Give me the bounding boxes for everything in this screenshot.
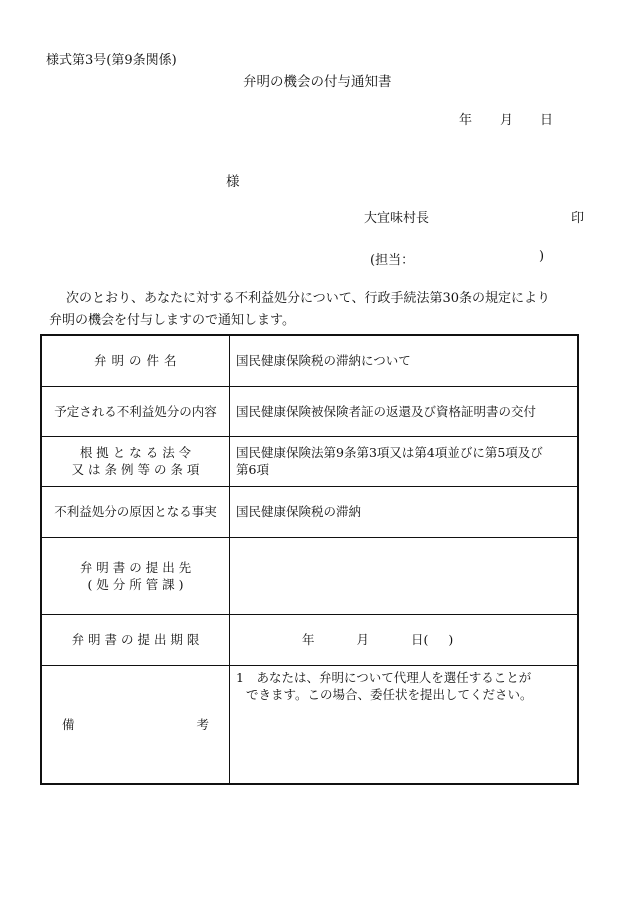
notice-table	[40, 334, 579, 785]
row-value-submit-to	[230, 537, 579, 614]
remarks-label-right: 考	[196, 716, 209, 732]
row-label-deadline: 弁 明 書 の 提 出 期 限	[41, 614, 230, 665]
submit-to-label-line-1: 弁 明 書 の 提 出 先	[79, 559, 192, 575]
remarks-note-line-1: 1 あなたは、弁明について代理人を選任することが	[236, 669, 532, 685]
deadline-day: 日(	[411, 632, 429, 647]
row-value-remarks	[230, 665, 579, 784]
date-year-label: 年	[459, 113, 473, 128]
legal-basis-label-line-1: 根 拠 と な る 法 令	[79, 445, 192, 460]
row-label-subject: 弁 明 の 件 名	[41, 335, 230, 386]
sender-name: 大宜味村長	[364, 211, 430, 226]
table-row	[41, 436, 578, 486]
table-row	[41, 386, 578, 436]
row-label-cause: 不利益処分の原因となる事実	[41, 486, 230, 537]
body-text-line-2: 弁明の機会を付与しますので通知します。	[49, 313, 295, 328]
date-month-label: 月	[500, 113, 514, 128]
legal-basis-value-line-1: 国民健康保険法第9条第3項又は第4項並びに第5項及び	[236, 445, 543, 460]
row-value-legal-basis	[230, 436, 579, 486]
row-label-remarks	[41, 665, 230, 784]
deadline-year: 年	[302, 632, 315, 647]
row-label-submit-to	[41, 537, 230, 614]
table-row	[41, 665, 578, 784]
table-row	[41, 486, 578, 537]
remarks-label-left: 備	[62, 716, 75, 732]
table-row	[41, 614, 578, 665]
row-label-planned-action: 予定される不利益処分の内容	[41, 386, 230, 436]
legal-basis-value-line-2: 第6項	[236, 462, 269, 477]
submit-to-label-line-2: ( 処 分 所 管 課 )	[87, 576, 184, 592]
row-value-cause: 国民健康保険税の滞納	[230, 486, 579, 537]
contact-person-close: )	[539, 249, 545, 264]
table-row	[41, 537, 578, 614]
row-value-subject: 国民健康保険税の滞納について	[230, 335, 579, 386]
legal-basis-label-line-2: 又 は 条 例 等 の 条 項	[71, 462, 200, 477]
form-number: 様式第3号(第9条関係)	[46, 53, 177, 68]
deadline-month: 月	[356, 632, 370, 647]
row-value-deadline	[230, 614, 579, 665]
seal-mark: 印	[571, 211, 585, 226]
contact-person-label: (担当：	[370, 253, 415, 268]
remarks-note-line-2: できます。この場合、委任状を提出してください。	[246, 686, 533, 702]
table-row	[41, 335, 578, 386]
date-day-label: 日	[540, 113, 554, 128]
addressee-suffix: 様	[226, 174, 240, 190]
row-label-legal-basis	[41, 436, 230, 486]
body-text-line-1: 次のとおり、あなたに対する不利益処分について、行政手続法第30条の規定により	[66, 291, 551, 306]
deadline-close: )	[448, 632, 454, 647]
document-title: 弁明の機会の付与通知書	[243, 74, 392, 90]
row-value-planned-action: 国民健康保険被保険者証の返還及び資格証明書の交付	[230, 386, 579, 436]
